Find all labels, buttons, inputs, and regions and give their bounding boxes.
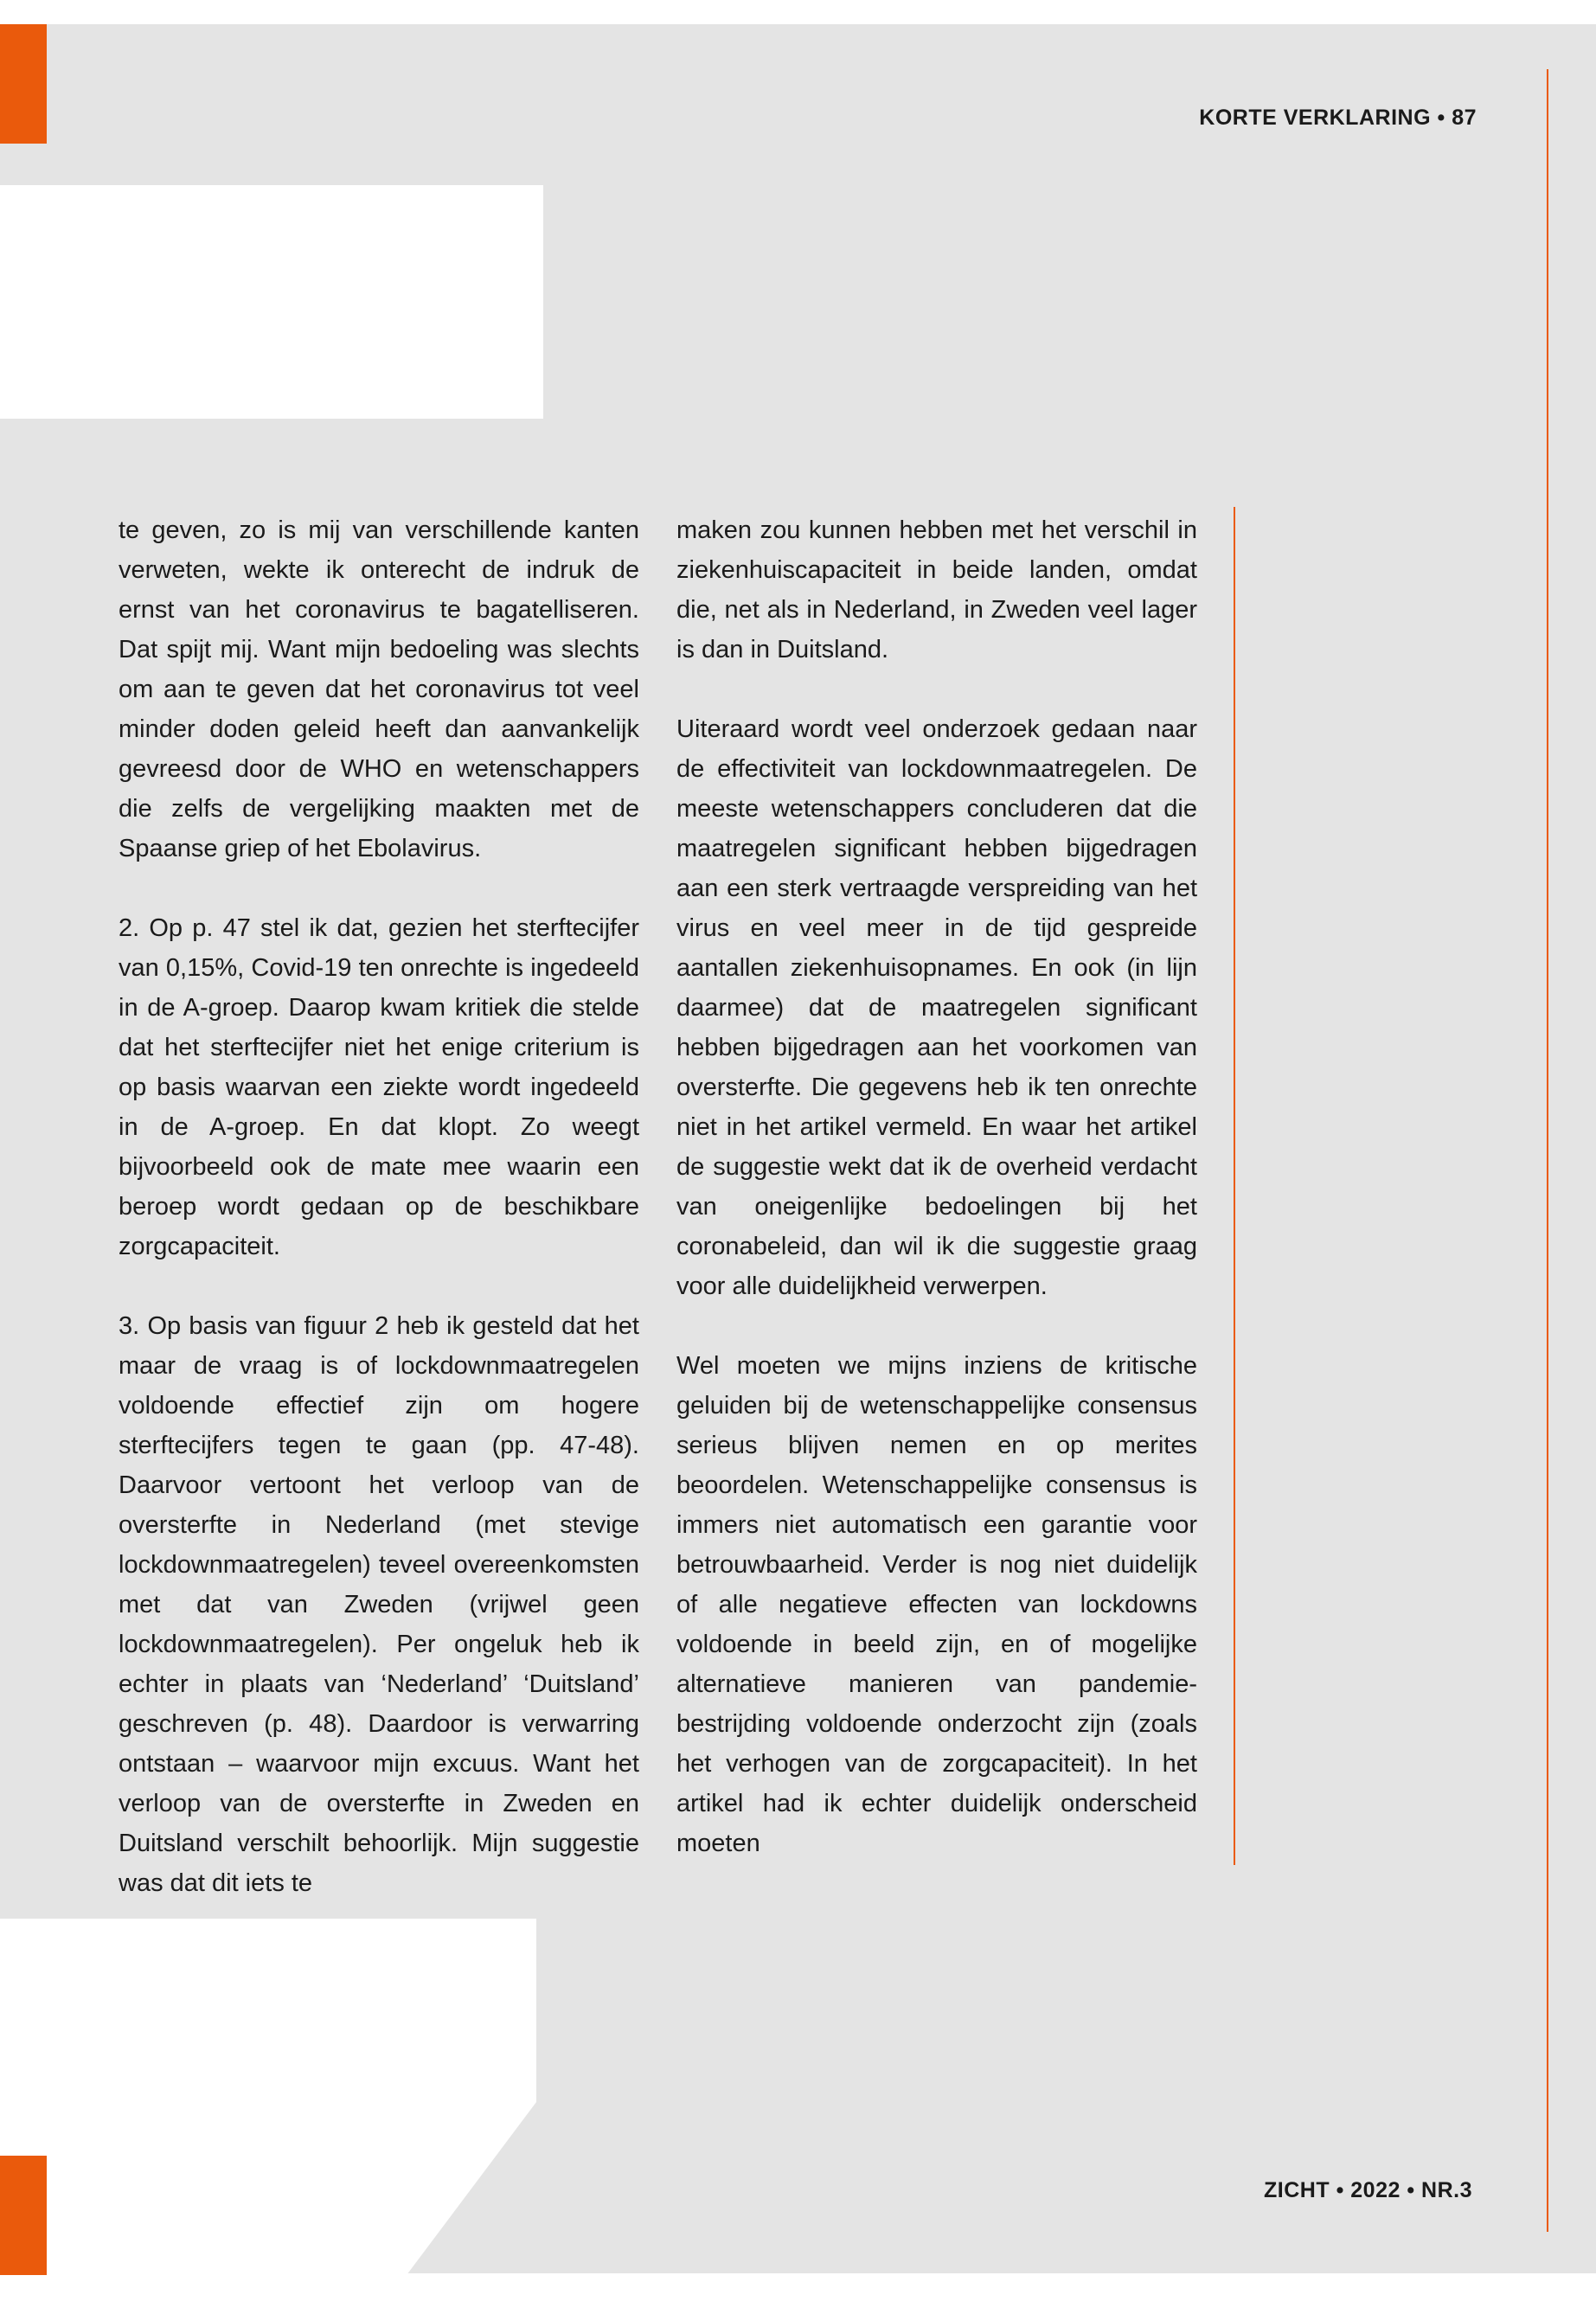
paragraph: Uiteraard wordt veel onderzoek gedaan naar de effectiviteit van lockdownmaatregelen. De meeste wetenschappers concluderen dat die maatregelen significant hebben bijgedragen aan een sterk vertraagde verspreiding van het virus en veel meer in de tijd gespreide aantallen ziekenhuisopnames. En ook (in lijn daarmee) dat de maatregelen significant hebben bijgedragen aan het voorkomen van oversterfte. Die gegevens heb ik ten onrechte niet in het artikel vermeld. En waar het artikel de suggestie wekt dat ik de overheid verdacht van oneigenlijke bedoelingen bij het coronabeleid, dan wil ik die suggestie graag voor alle duidelijkheid verwerpen. [676, 715, 1197, 1300]
paragraph: te geven, zo is mij van verschillende kanten verweten, wekte ik onterecht de indruk de ernst van het coronavirus te bagatelliseren. Dat spijt mij. Want mijn bedoeling was slechts om aan te geven dat het coronavirus tot veel minder doden geleid heeft dan aanvankelijk gevreesd door de WHO en wetenschappers die zelfs de vergelijking maakten met de Spaanse griep of het Ebolavirus. [119, 516, 639, 862]
header-separator: • [1437, 106, 1445, 130]
paragraph: Wel moeten we mijns inziens de kritische geluiden bij de wetenschappelijke consensus serieus blijven nemen en op merites beoordelen. Wetenschappelijke consensus is immers niet automatisch een garantie voor betrouwbaarheid. Verder is nog niet duidelijk of alle negatieve effecten van lockdowns voldoende in beeld zijn, en of mogelijke alternatieve manieren van pandemie-bestrijding voldoende onderzocht zijn (zoals het verhogen van de zorgcapaciteit). In het artikel had ik echter duidelijk onderscheid moeten [676, 1352, 1197, 1857]
section-title: KORTE VERKLARING [1199, 106, 1432, 130]
page-edge-rule [1547, 69, 1548, 2232]
text-column-left [119, 510, 639, 1903]
page-number: 87 [1452, 106, 1477, 130]
paragraph: maken zou kunnen hebben met het verschil in ziekenhuiscapaciteit in beide landen, omdat die, net als in Nederland, in Zweden veel lager is dan in Duitsland. [676, 516, 1197, 663]
paragraph: 2. Op p. 47 stel ik dat, gezien het sterftecijfer van 0,15%, Covid-19 ten onrechte is ingedeeld in de A-groep. Daarop kwam kritiek die stelde dat het sterftecijfer niet het enige criterium is op basis waarvan een ziekte wordt ingedeeld in de A-groep. En dat klopt. Zo weegt bijvoorbeeld ook de mate mee waarin een beroep wordt gedaan op de beschikbare zorgcapaciteit. [119, 914, 639, 1260]
text-column-right [676, 510, 1197, 1863]
paragraph: 3. Op basis van figuur 2 heb ik gesteld dat het maar de vraag is of lockdownmaatregelen voldoende effectief zijn om hogere sterftecijfers tegen te gaan (pp. 47-48). Daarvoor vertoont het verloop van de oversterfte in Nederland (met stevige lockdownmaatregelen) teveel overeenkomsten met dat van Zweden (vrijwel geen lockdownmaatregelen). Per ongeluk heb ik echter in plaats van ‘Nederland’ ‘Duitsland’ geschreven (p. 48). Daardoor is verwarring ontstaan – waarvoor mijn excuus. Want het verloop van de oversterfte in Zweden en Duitsland verschilt behoorlijk. Mijn suggestie was dat dit iets te [119, 1312, 639, 1897]
accent-bar-bottom [0, 2156, 47, 2275]
running-footer: ZICHT • 2022 • NR.3 [1264, 2178, 1472, 2202]
column-rule [1234, 507, 1235, 1865]
running-header [1199, 106, 1477, 131]
accent-bar-top [0, 24, 47, 144]
